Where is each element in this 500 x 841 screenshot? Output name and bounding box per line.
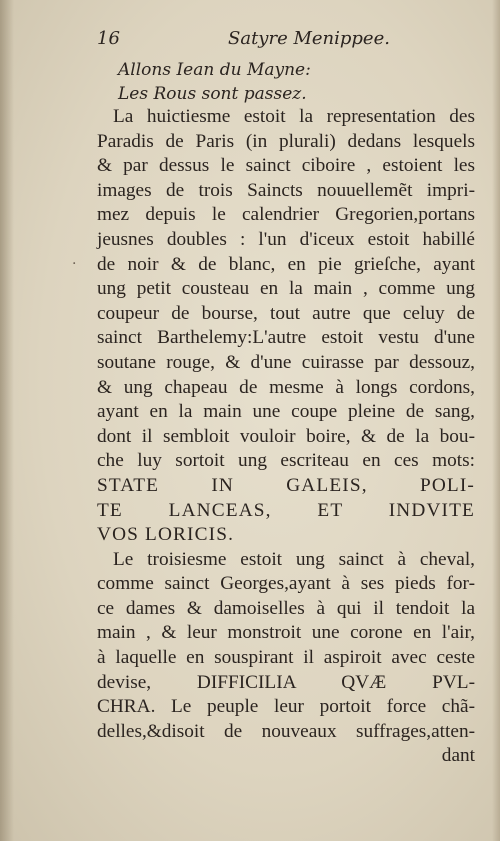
text-line: soutane rouge, & d'une cuirasse par dessouz, <box>97 351 475 373</box>
text-line: jeusnes doubles : l'un d'iceux estoit habillé <box>97 228 475 250</box>
text-line: images de trois Saincts nouuellemẽt impri- <box>97 179 475 201</box>
text-line: delles,&disoit de nouveaux suffrages,atten- <box>97 720 475 742</box>
text-line: coupeur de bourse, tout autre que celuy de <box>97 302 475 324</box>
text-line: TE LANCEAS, ET INDVITE <box>97 499 475 521</box>
text-line: de noir & de blanc, en pie grieſche, ayant <box>97 253 475 275</box>
text-line: VOS LORICIS. <box>97 524 235 546</box>
text-line: comme sainct Georges,ayant à ses pieds for- <box>97 573 475 595</box>
text-line: à laquelle en souspirant il aspiroit avec ceste <box>97 647 475 669</box>
body-text <box>97 105 475 769</box>
text-line: main , & leur monstroit une corone en l'air, <box>97 622 475 644</box>
text-line: Paradis de Paris (in plurali) dedans lesquels <box>97 130 475 152</box>
text-line: dont il sembloit vouloir boire, & de la bou- <box>97 425 475 447</box>
page-number: 16 <box>97 28 120 49</box>
text-line: STATE IN GALEIS, POLI- <box>97 474 475 496</box>
text-line: ung petit cousteau en la main , comme ung <box>97 278 475 300</box>
text-line: & par dessus le sainct ciboire , estoient les <box>97 155 475 177</box>
text-line: La huictiesme estoit la representation des <box>113 106 475 127</box>
catchword: dant <box>441 745 475 767</box>
text-line: mez depuis le calendrier Gregorien,portans <box>97 204 475 226</box>
text-line: & ung chapeau de mesme à longs cordons, <box>97 376 475 398</box>
text-line: ce dames & damoiselles à qui il tendoit la <box>97 597 475 619</box>
text-line: devise, DIFFICILIA QVÆ PVL- <box>97 671 475 693</box>
song-line-1: Allons Iean du Mayne: <box>118 60 311 80</box>
text-line: ayant en la main une coupe pleine de sang, <box>97 401 475 423</box>
text-line: Le troisiesme estoit ung sainct à cheval, <box>113 548 475 570</box>
text-line: sainct Barthelemy:L'autre estoit vestu d'une <box>97 327 475 349</box>
page-edge-shadow <box>492 0 500 841</box>
text-line: che luy sortoit ung escriteau en ces mots: <box>97 450 475 472</box>
margin-mark: · <box>72 256 77 272</box>
song-line-2: Les Rous sont passez. <box>118 84 307 104</box>
running-head: Satyre Menippee. <box>228 28 390 49</box>
text-line: CHRA. Le peuple leur portoit force chã- <box>97 696 475 718</box>
gutter-shadow <box>0 0 14 841</box>
